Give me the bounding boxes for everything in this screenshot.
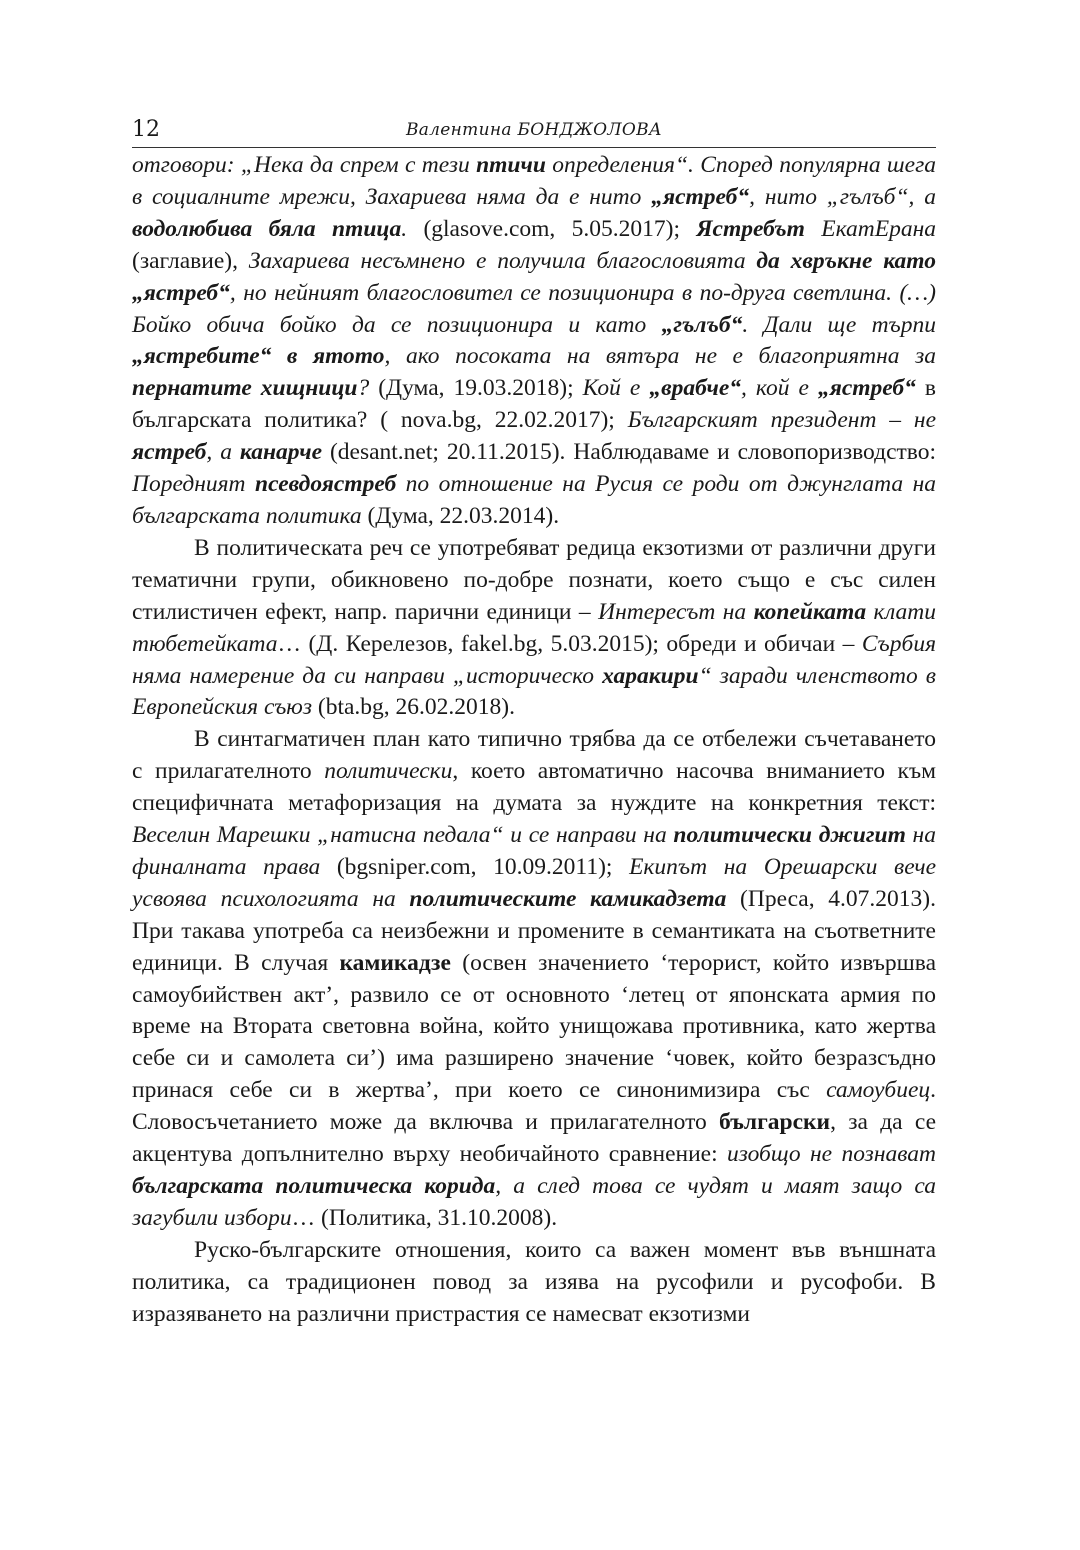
- text-run: ?: [357, 375, 379, 402]
- paragraph: [132, 724, 936, 1235]
- running-head: Валентина БОНДЖОЛОВА: [405, 120, 663, 140]
- text-run: на финалната права: [132, 822, 936, 880]
- text-run: Руско-българските отношения, които са важен момент във външната политика, са традиционен повод за изява на русофили и русофоби. В изразяването на различни пристрастия се намесват екзотизми: [132, 1236, 936, 1327]
- text-run: , но нейният благословител се позиционира в по-друга светлина. (…) Бойко обича бойко да се позиционира и като: [132, 279, 936, 338]
- text-run: политически джигит: [673, 822, 906, 849]
- text-run: определения“. Според популярна шега в социалните мрежи, Захариева няма да е нито: [132, 152, 937, 210]
- text-run: (Преса, 4.07.2013). При такава употреба са неизбежни и промените в семантиката на съответните единици. В случая: [132, 885, 936, 976]
- text-run: , кой е: [741, 375, 818, 402]
- text-run: „ястреб“: [651, 183, 750, 210]
- text-run: … (Д. Керелезов, fakel.bg, 5.03.2015); обреди и обичаи –: [277, 630, 862, 657]
- text-run: В политическата реч се употребяват редица екзотизми от различни други тематични групи, обикновено по-добре познати, което също е със силен стилистичен ефект, напр. парични единици –: [132, 534, 936, 625]
- text-run: (glasove.com, 5.05.2017);: [423, 215, 697, 242]
- text-run: (bgsniper.com, 10.09.2011);: [320, 853, 630, 880]
- text-run: българската политическа корида: [132, 1173, 496, 1199]
- text-run: (Дума, 19.03.2018);: [378, 375, 583, 402]
- paragraph: [132, 533, 936, 724]
- body-text: [132, 150, 936, 1331]
- text-run: Сърбия няма намерение да си направи „историческо: [132, 630, 936, 689]
- text-run: Кой е: [582, 375, 650, 402]
- text-run: , ако посоката на вятъра не е благоприятна за: [384, 343, 936, 370]
- page-header: [132, 113, 936, 148]
- text-run: . Словосъчетанието може да включва и прилагателното: [132, 1077, 936, 1136]
- text-run: български: [719, 1109, 831, 1136]
- text-run: Интересът на: [598, 598, 754, 625]
- text-run: отговори: „Нека да спрем с тези: [132, 152, 477, 178]
- text-run: самоубиец: [826, 1077, 931, 1104]
- text-run: изобщо не познават: [726, 1141, 936, 1168]
- text-run: Екипът на Орешарски вече усвоява психологията на: [132, 853, 936, 912]
- text-run: … (Политика, 31.10.2008).: [291, 1204, 558, 1231]
- text-run: “ заради членството в Европейския съюз: [132, 662, 936, 721]
- text-run: канарче: [239, 439, 322, 466]
- text-run: , а след това се чудят и маят защо са загубили избори: [132, 1173, 936, 1231]
- text-run: Българският президент – не: [627, 407, 937, 434]
- text-run: .: [401, 215, 424, 242]
- paragraph: [132, 150, 936, 533]
- text-run: , което автоматично насочва вниманието към специфичната метафоризация на думата за нуждите на конкретния текст:: [132, 758, 936, 817]
- text-run: Поредният: [132, 471, 255, 498]
- text-run: Ястребът: [696, 215, 805, 242]
- text-run: ястреб: [132, 439, 207, 466]
- text-run: „ястреб“: [817, 375, 916, 402]
- text-run: Веселин Марешки „натисна педала“ и се направи на: [132, 822, 674, 849]
- text-run: по отношение на Русия се роди от джунглата на българската политика: [132, 471, 936, 529]
- text-run: политически: [324, 758, 453, 785]
- text-run: политическите камикадзета: [409, 885, 727, 912]
- text-run: в българската политика? ( nova.bg, 22.02.2017);: [132, 375, 936, 434]
- text-run: „ястребите“ в ятото: [132, 343, 385, 370]
- text-run: Захариева несъмнено е получила благословията: [248, 247, 757, 274]
- text-run: (Дума, 22.03.2014).: [361, 502, 560, 529]
- text-run: да хвръкне като „ястреб“: [132, 247, 936, 306]
- text-run: клати тюбетейката: [132, 598, 937, 657]
- text-run: В синтагматичен план като типично трябва да се отбележи съчетаването с прилагателното: [132, 726, 936, 785]
- text-run: харакири: [602, 662, 699, 689]
- text-run: „врабче“: [649, 375, 742, 402]
- text-run: . Дали ще търпи: [742, 311, 936, 338]
- paragraph: [132, 1235, 936, 1331]
- text-run: , за да се акцентува допълнително върху необичайното сравнение:: [132, 1109, 936, 1168]
- text-run: „гълъб“: [661, 311, 743, 338]
- text-run: копейката: [753, 598, 867, 625]
- text-run: птичи: [476, 152, 546, 178]
- text-run: ЕкатЕрана: [804, 215, 936, 242]
- text-run: (desant.net; 20.11.2015). Наблюдаваме и словопоризводство:: [322, 439, 936, 466]
- text-run: , а: [206, 439, 240, 466]
- text-run: (освен значението ‘терорист, който извършва самоубийствен акт’, развило се от основното ‘летец от японската армия по време на Втората световна война, който унищожава противника, като жертва себе си и самолета си’) има разширено значение ‘човек, който безразсъдно принася себе си в жертва’, при което се синонимизира със: [132, 949, 936, 1104]
- text-run: , нито „гълъб“, а: [749, 183, 936, 210]
- text-run: (bta.bg, 26.02.2018).: [312, 694, 516, 721]
- text-run: (заглавие),: [132, 247, 249, 274]
- text-run: камикадзе: [339, 949, 451, 976]
- text-run: водолюбива бяла птица: [132, 215, 402, 242]
- text-run: псевдоястреб: [255, 471, 397, 498]
- page-number: 12: [132, 117, 160, 142]
- text-run: пернатите хищници: [132, 375, 358, 402]
